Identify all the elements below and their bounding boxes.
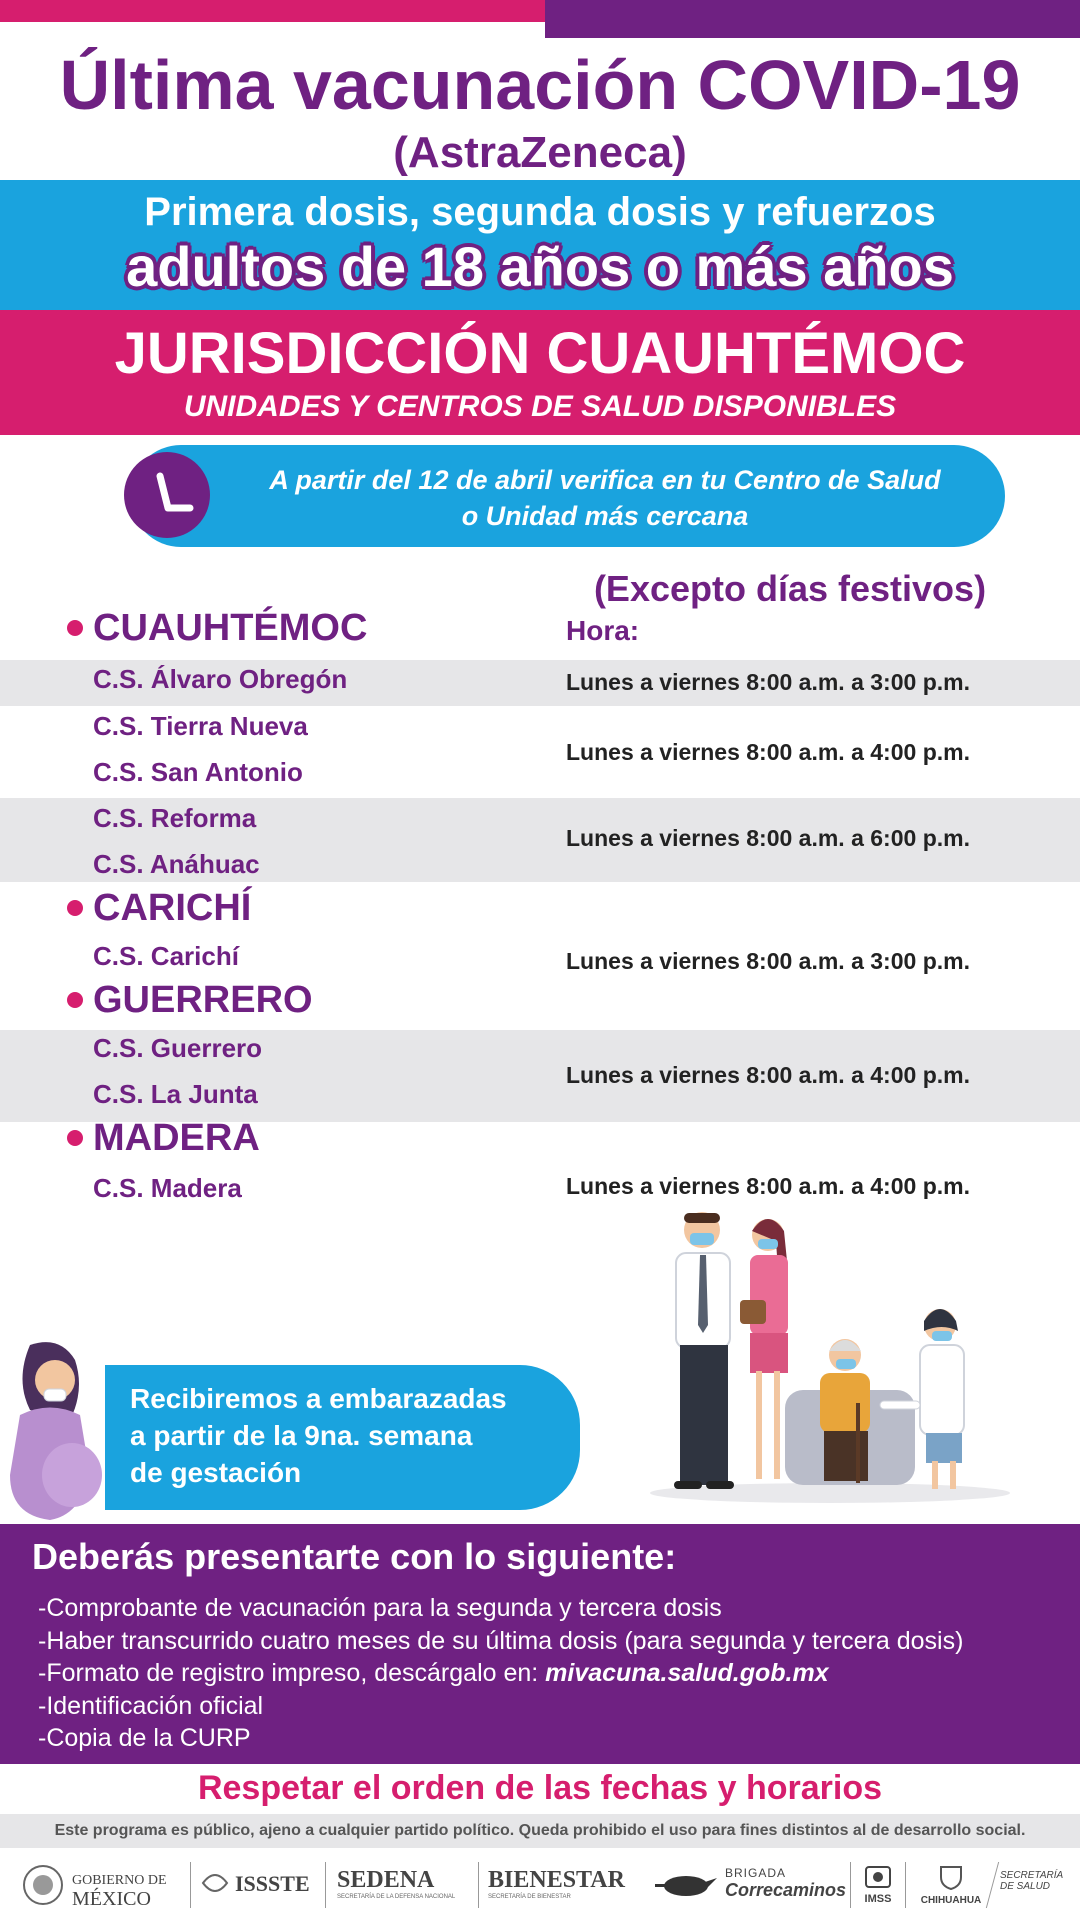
requirement-item-text: -Formato de registro impreso, descárgalo en: [38,1659,546,1687]
municipality-heading: CARICHÍ [93,887,252,929]
logo-divider [325,1862,326,1908]
logo-bienestar-sub: SECRETARÍA DE BIENESTAR [488,1894,571,1900]
logo-divider [190,1862,191,1908]
logo-gobierno-mexico [72,1872,167,1908]
logo-divider [478,1862,479,1908]
health-center: C.S. Guerrero [93,1033,263,1063]
logo-imss-text: IMSS [864,1893,892,1905]
logo-divider [986,1862,999,1908]
bullet-dot [67,900,83,916]
logo-gob-line1: GOBIERNO DE [72,1873,167,1888]
logo-bienestar-text: BIENESTAR [488,1867,625,1893]
logo-chihuahua [915,1864,987,1906]
hours-text: Lunes a viernes 8:00 a.m. a 4:00 p.m. [566,1062,970,1088]
roadrunner-icon [655,1868,717,1907]
health-center: C.S. La Junta [93,1079,258,1109]
top-stripe-pink [0,0,545,22]
notice-text [215,462,995,534]
chihuahua-shield-icon [938,1864,964,1890]
hour-label: Hora: [566,615,640,646]
logo-brigada-text: BRIGADA [725,1866,787,1880]
municipality-heading: MADERA [93,1117,260,1159]
health-center: C.S. Madera [93,1173,242,1203]
imss-emblem-icon [865,1866,891,1888]
hours-text: Lunes a viernes 8:00 a.m. a 4:00 p.m. [566,1173,970,1199]
requirement-item: -Identificación oficial [38,1691,264,1720]
hours-text: Lunes a viernes 8:00 a.m. a 3:00 p.m. [566,948,970,974]
hours-text: Lunes a viernes 8:00 a.m. a 3:00 p.m. [566,669,970,695]
logo-bienestar [488,1866,625,1900]
logo-divider [905,1862,906,1908]
bullet-dot [67,620,83,636]
requirement-item [38,1657,963,1690]
page-title: Última vacunación COVID-19 [59,46,1021,124]
hours-text: Lunes a viernes 8:00 a.m. a 4:00 p.m. [566,739,970,765]
logo-sedena-text: SEDENA [337,1867,435,1893]
issste-emblem-icon [200,1868,230,1903]
pregnant-line2: a partir de la 9na. semana [130,1420,473,1451]
bullet-dot [67,1130,83,1146]
bullet-dot [67,992,83,1008]
logo-sedena [337,1866,455,1900]
respect-order-note: Respetar el orden de las fechas y horarios [197,1769,883,1807]
mexico-seal-icon [22,1864,64,1911]
health-center: C.S. Reforma [93,803,257,833]
jurisdiction-units: UNIDADES Y CENTROS DE SALUD DISPONIBLES [183,390,897,423]
clock-icon [124,452,210,538]
logo-salud-line1: SECRETARÍA [1000,1870,1064,1881]
hours-text: Lunes a viernes 8:00 a.m. a 6:00 p.m. [566,825,970,851]
page-subtitle: (AstraZeneca) [393,128,687,177]
logo-divider [850,1862,851,1908]
requirements-list [38,1592,963,1755]
requirement-item: -Comprobante de vacunación para la segunda y tercera dosis [38,1594,722,1622]
dose-banner-line1: Primera dosis, segunda dosis y refuerzos [144,190,936,234]
logo-secretaria-salud [1000,1870,1076,1892]
municipality-heading: CUAUHTÉMOC [93,607,368,649]
dose-banner-line2: adultos de 18 años o más años [126,235,954,298]
logo-sedena-sub: SECRETARÍA DE LA DEFENSA NACIONAL [337,1894,456,1900]
disclaimer-text: Este programa es público, ajeno a cualquier partido político. Queda prohibido el uso para fines distintos al de desarrollo social. [54,1822,1026,1839]
health-center: C.S. Carichí [93,941,239,971]
pregnant-line1: Recibiremos a embarazadas [130,1383,507,1414]
municipality-heading: GUERRERO [93,979,313,1021]
pregnant-notice-text [130,1380,570,1491]
logo-correcaminos-text: Correcaminos [725,1880,847,1900]
notice-line2: o Unidad más cercana [461,501,749,531]
except-holidays: (Excepto días festivos) [593,568,987,609]
notice-line1: A partir del 12 de abril verifica en tu Centro de Salud [269,465,941,495]
health-center: C.S. Álvaro Obregón [93,664,348,694]
logo-salud-line2: DE SALUD [1000,1881,1051,1892]
people-illustration [640,1205,1020,1505]
logo-chihuahua-text: CHIHUAHUA [920,1895,982,1906]
logo-imss [858,1866,898,1905]
registration-url[interactable]: mivacuna.salud.gob.mx [545,1659,829,1687]
pregnant-line3: de gestación [130,1457,302,1488]
health-center: C.S. Anáhuac [93,849,260,879]
health-center: C.S. Tierra Nueva [93,711,308,741]
health-center: C.S. San Antonio [93,757,303,787]
jurisdiction-name: JURISDICCIÓN CUAUHTÉMOC [114,321,966,386]
logo-issste: ISSSTE [235,1871,310,1896]
top-stripe-purple [545,0,1080,38]
requirement-item: -Haber transcurrido cuatro meses de su última dosis (para segunda y tercera dosis) [38,1626,964,1655]
requirements-heading: Deberás presentarte con lo siguiente: [32,1536,677,1577]
logo-brigada-correcaminos [725,1866,846,1901]
logo-gob-line2: MÉXICO [72,1888,151,1910]
requirement-item: -Copia de la CURP [38,1724,251,1752]
